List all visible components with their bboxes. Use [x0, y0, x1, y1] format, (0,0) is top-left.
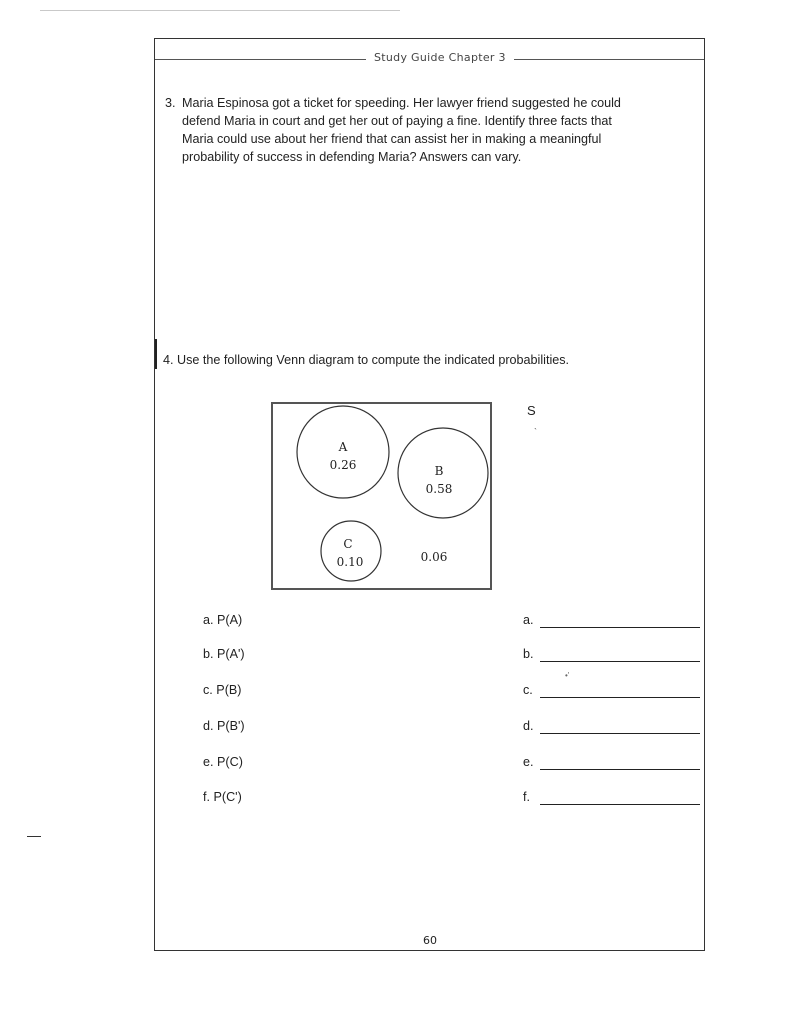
scan-speck: `	[534, 427, 537, 437]
circle-a-value: 0.26	[329, 458, 357, 472]
circle-b-value: 0.58	[425, 482, 453, 496]
part-b-answer-letter: b.	[523, 647, 534, 661]
question-3-number: 3.	[165, 96, 176, 110]
part-e-answer-line[interactable]	[540, 769, 700, 770]
part-b	[155, 647, 706, 667]
part-f	[155, 790, 706, 810]
circle-c-value: 0.10	[336, 555, 364, 569]
part-e	[155, 755, 706, 775]
part-e-answer-letter: e.	[523, 755, 534, 769]
part-d-answer-letter: d.	[523, 719, 534, 733]
question-3-line-2: defend Maria in court and get her out of paying a fine. Identify three facts that	[182, 114, 612, 128]
page-frame	[154, 38, 705, 951]
margin-tick	[155, 339, 157, 369]
part-a-answer-letter: a.	[523, 613, 534, 627]
page-number: 60	[423, 934, 437, 947]
question-4-text: 4. Use the following Venn diagram to compute the indicated probabilities.	[163, 353, 570, 367]
question-3-line-1: Maria Espinosa got a ticket for speeding. Her lawyer friend suggested he could	[182, 96, 621, 110]
venn-diagram	[271, 399, 493, 591]
part-a	[155, 613, 706, 633]
part-c-label: c. P(B)	[203, 683, 242, 697]
circle-b-label: B	[434, 464, 444, 478]
part-b-answer-line[interactable]	[540, 661, 700, 662]
header-title: Study Guide Chapter 3	[366, 51, 514, 64]
question-3-line-3: Maria could use about her friend that can assist her in making a meaningful	[182, 132, 602, 146]
question-3-line-4: probability of success in defending Maria? Answers can vary.	[182, 150, 522, 164]
part-d-answer-line[interactable]	[540, 733, 700, 734]
circle-c	[321, 521, 381, 581]
part-a-answer-line[interactable]	[540, 627, 700, 628]
part-c-answer-line[interactable]	[540, 697, 700, 698]
part-b-label: b. P(A')	[203, 647, 245, 661]
circle-c-label: C	[343, 537, 353, 551]
margin-mark	[27, 836, 41, 837]
part-f-answer-line[interactable]	[540, 804, 700, 805]
part-d	[155, 719, 706, 739]
question-3	[165, 94, 685, 166]
part-e-label: e. P(C)	[203, 755, 243, 769]
outside-value: 0.06	[420, 550, 448, 564]
part-f-label: f. P(C')	[203, 790, 242, 804]
part-c-answer-letter: c.	[523, 683, 533, 697]
scan-artifact-line	[40, 10, 400, 11]
sample-space-label: S	[527, 403, 536, 418]
part-f-answer-letter: f.	[523, 790, 530, 804]
part-a-label: a. P(A)	[203, 613, 243, 627]
scan-speck: •'	[565, 671, 570, 680]
circle-a-label: A	[338, 440, 348, 454]
question-3-text	[182, 94, 685, 166]
part-c	[155, 683, 706, 703]
part-d-label: d. P(B')	[203, 719, 245, 733]
